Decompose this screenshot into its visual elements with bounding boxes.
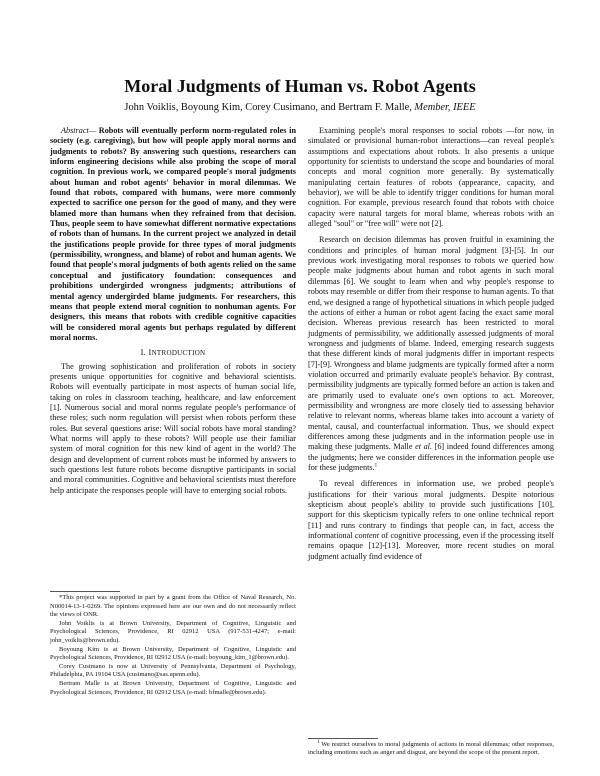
left-column — [50, 126, 296, 496]
footnote-right-marker: 1 — [317, 739, 320, 745]
section-title-rest: NTRODUCTION — [151, 349, 206, 358]
footnote-rule-right — [308, 738, 378, 739]
footnote-author-kim: Boyoung Kim is at Brown University, Department of Cognitive, Linguistic and Psychological Sciences, Providence, RI 02912 USA (e-mail: boyoung_kim_1@brown.edu). — [50, 645, 296, 662]
intro-paragraph: The growing sophistication and proliferation of robots in society presents unique opportunities for cognitive and behavioral scientists. Robots will eventually participate in most aspects of human social life, taking on roles in classroom teaching, healthcare, and law enforcement [1]. Numerous social and moral norms regulate people's performance of these roles; such norm regulation will persist when robots perform these roles. But several questions arise: Will social robots have moral standing? What norms will apply to these robots? Will people use their familiar system of moral cognition for this new kind of agent in the world? The design and development of current robots must be informed by answers to such questions lest future robots become disruptive participants in social and moral communities. Cognitive and behavioral scientists must therefore help anticipate the responses people will have to emerging social robots. — [50, 361, 296, 495]
right-paragraph-3 — [308, 479, 554, 562]
abstract-dash: — — [88, 126, 99, 135]
footnote-funding: *This project was supported in part by a grant from the Office of Naval Research, No. N00014-13-1-0269. The opinions expressed here are our own and do not necessarily reflect the views of ONR. — [50, 594, 296, 619]
p3-text-a: To reveal differences in information use, we probed people's justifications for their various moral judgments. Despite notorious skepticism about people's ability to provide such justifications [10], support for this skepticism typically refers to one online technical report [11] and runs contrary to findings that people can, in fact, access the informational — [308, 479, 554, 541]
author-names: John Voiklis, Boyoung Kim, Corey Cusimano, and Bertram F. Malle, — [124, 102, 412, 113]
right-paragraph-2 — [308, 235, 554, 473]
author-membership: Member, IEEE — [414, 102, 476, 113]
p2-italic: et al. — [415, 442, 432, 452]
abstract-label: Abstract — [61, 126, 89, 135]
p3-text-b: of cognitive processing, even if the processing itself remains opaque [12]-[13]. Moreover, more recent studies on moral judgment actually find evidence of — [308, 531, 554, 561]
footnote-author-cusimano: Corey Cusimano is now at University of Pennsylvania, Department of Psychology, Philadelphia, PA 19104 USA (cusimano@sas.upenn.edu). — [50, 662, 296, 679]
footnote-rule-left — [50, 591, 120, 592]
footnote-author-voiklis: John Voiklis is at Brown University, Department of Cognitive, Linguistic and Psychological Sciences, Providence, RI 02912 USA (917-531-4247; e-mail: john_voiklis@brown.edu). — [50, 619, 296, 644]
footnote-marker: 1 — [374, 463, 378, 469]
footnotes-left — [50, 594, 296, 697]
right-column — [308, 126, 554, 562]
footnote-right — [308, 741, 554, 758]
p2-text-b: [6] indeed found differences among the judgments; here we consider differences in the information people use for these judgments. — [308, 442, 554, 472]
footnote-right-text: We restrict ourselves to moral judgments of actions in moral dilemmas; other responses, including emotions such as anger and disgust, are beyond the scope of the present report. — [308, 741, 554, 757]
p2-text-a: Research on decision dilemmas has proven fruitful in examining the conditions and principles of human moral judgment [3]-[5]. In our previous work investigating moral responses to robots we queried how people make judgments about human and robot agents in such moral dilemmas [6]. We sought to learn when and why people's response to robots may resemble or differ from their response to human agents. To that end, we designed a range of hypothetical situations in which people judged the actions of either a human or robot agent facing the exact same moral decision. Whereas previous research has been restricted to moral judgments of permissibility, we additionally assessed judgments of moral wrongness and judgments of blame. Indeed, emerging research suggests that these different kinds of moral judgments differ in important respects [7]-[9]. Wrongness and blame judgments are typically formed after a norm violation occurred and primarily evaluate people's behavior. By contrast, permissibility judgments are typically formed before an action is taken and are primarily used to evaluate one's own options to act. Moreover, permissibility and wrongness are more closely tied to assessing behavior relative to relevant norms, whereas blame takes into account a variety of mental, causal, and counterfactual information. Thus, we should expect differences among these judgments and in the information people use in making these judgments. Malle — [308, 235, 555, 452]
abstract-text: Robots will eventually perform norm-regulated roles in society (e.g. caregiving), but how will people apply moral norms and judgments to robots? By answering such questions, researchers can inform engineering decisions while also probing the scope of moral cognition. In previous work, we compared people's moral judgments about human and robot agents' behavior in moral dilemmas. We found that robots, compared with humans, were more commonly expected to sacrifice one person for the good of many, and they were blamed more than humans when they refrained from that decision. Thus, people seem to have somewhat different normative expectations of robots than of humans. In the current project we analyzed in detail the justifications people provide for three types of moral judgments (permissibility, wrongness, and blame) of robot and human agents. We found that people's moral judgments of both agents relied on the same conceptual and justificatory foundation: consequences and prohibitions undergirded wrongness judgments; attributions of mental agency undergirded blame judgments. For researchers, this means that people extend moral cognition to nonhuman agents. For designers, this means that robots with credible cognitive capacities will be considered moral agents but perhaps regulated by different moral norms. — [50, 126, 296, 342]
footnote-author-malle: Bertram Malle is at Brown University, Department of Cognitive, Linguistic and Psychological Sciences, Providence, RI 02912 USA (e-mail: bfmalle@brown.edu). — [50, 679, 296, 696]
author-line — [0, 101, 600, 114]
right-paragraph-1: Examining people's moral responses to social robots —for now, in simulated or provisional human-robot interactions—can reveal people's assumptions and expectations about robots. It also presents a unique opportunity for scientists to understand the scope and boundaries of moral concepts and moral cognition more generally. By systematically manipulating certain features of robots (appearance, capacity, and behavior), we will be able to identify trigger conditions for human moral cognition. For example, previous research found that robots with choice capacity were natural targets for moral blame, whereas robots with an alleged "soul" or "free will" were not [2]. — [308, 126, 554, 229]
paper-title: Moral Judgments of Human vs. Robot Agents — [124, 76, 476, 96]
section-heading-introduction — [50, 348, 296, 358]
section-initial: I — [148, 348, 152, 358]
p3-italic: content — [354, 531, 380, 541]
abstract — [50, 126, 296, 343]
section-number: I. — [140, 348, 147, 358]
